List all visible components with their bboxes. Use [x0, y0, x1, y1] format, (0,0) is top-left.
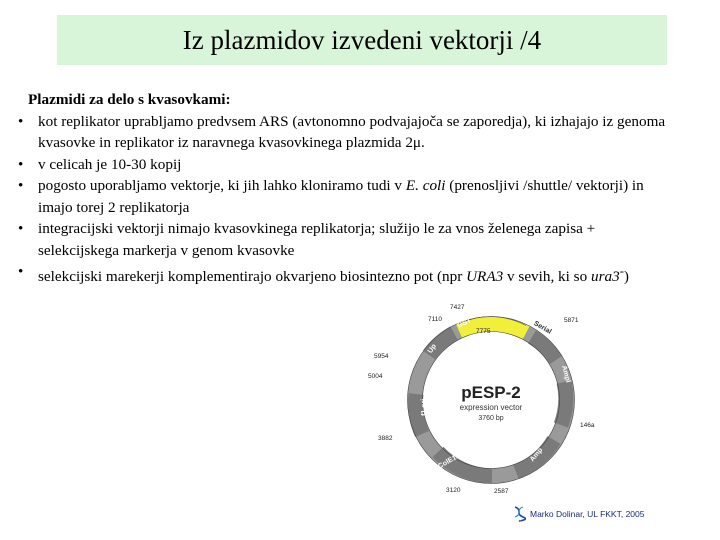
bullet-marker: • — [18, 263, 24, 280]
gene-name: URA3 — [466, 268, 504, 286]
bullet-marker: • — [18, 220, 24, 237]
coordinate-label: 7427 — [450, 304, 465, 311]
plasmid-subtitle: expression vector — [459, 403, 523, 412]
feature-label: GST — [456, 317, 473, 330]
slide-title: Iz plazmidov izvedeni vektorji /4 — [182, 24, 542, 55]
bullet-text: pogosto uporabljamo vektorje, ki jih lahko kloniramo tudi v — [38, 177, 406, 194]
author-credit — [512, 506, 644, 522]
coordinate-label: 7775 — [476, 328, 491, 335]
bullet-item — [18, 154, 668, 176]
dna-spiral-icon — [512, 506, 526, 522]
bullet-item — [18, 218, 668, 261]
slide-content — [18, 89, 668, 288]
bullet-marker: • — [18, 177, 24, 194]
title-bar — [57, 15, 667, 65]
bullet-text: v sevih, ki so — [503, 268, 591, 286]
bullet-text: v celicah je 10-30 kopij — [38, 155, 182, 173]
bullet-text: kot replikator uprabljamo predvsem ARS (avtonomno podvajajoča se zaporedja), ki izhajajo iz genoma kvasovke in replikator iz naravnega kvasovkinega plazmida 2μ. — [38, 112, 666, 151]
coordinate-label: 3882 — [378, 435, 393, 442]
plasmid-name: pESP-2 — [461, 383, 521, 402]
coordinate-label: 3120 — [446, 487, 461, 494]
feature-label: Ampl — [560, 364, 572, 384]
coordinate-label: 146a — [580, 422, 595, 429]
coordinate-label: 2587 — [494, 488, 509, 495]
feature-label: Up — [426, 343, 438, 355]
coordinate-label: 5954 — [374, 353, 389, 360]
credit-text: Marko Dolinar, UL FKKT, 2005 — [530, 509, 645, 519]
coordinate-label: 7110 — [428, 316, 442, 323]
organism-name: E. coli — [405, 177, 446, 194]
plasmid-size: 3760 bp — [478, 415, 504, 422]
feature-label: Serial — [532, 320, 553, 336]
feature-label: Amp — [528, 446, 545, 464]
bullet-item — [18, 261, 668, 288]
bullet-list — [18, 111, 668, 288]
feature-label: f1 ori — [420, 398, 429, 416]
superscript: - — [619, 264, 624, 278]
plasmid-map — [366, 300, 616, 500]
coordinate-label: 5004 — [368, 373, 383, 380]
bullet-marker: • — [18, 155, 24, 173]
feature-label: ColE1 origin — [437, 443, 477, 471]
gene-name: ura3 — [590, 268, 620, 286]
bullet-item — [18, 175, 668, 218]
coordinate-label: 5871 — [564, 317, 579, 324]
bullet-text: integracijski vektorji nimajo kvasovkinega replikatorja; služijo le za vnos želenega zapisa + selekcijskega markerja v genom kvasovke — [38, 220, 596, 259]
bullet-text: ) — [623, 268, 629, 286]
feature-arc — [561, 382, 566, 425]
bullet-text: (prenosljivi /shuttle/ vektorji) in imajo torej 2 replikatorja — [38, 177, 644, 216]
bullet-text: selekcijski marekerji komplementirajo okvarjeno biosintezno pot (npr — [38, 268, 467, 286]
subheading: Plazmidi za delo s kvasovkami: — [28, 91, 231, 108]
bullet-item — [18, 111, 668, 154]
bullet-marker: • — [18, 112, 24, 130]
